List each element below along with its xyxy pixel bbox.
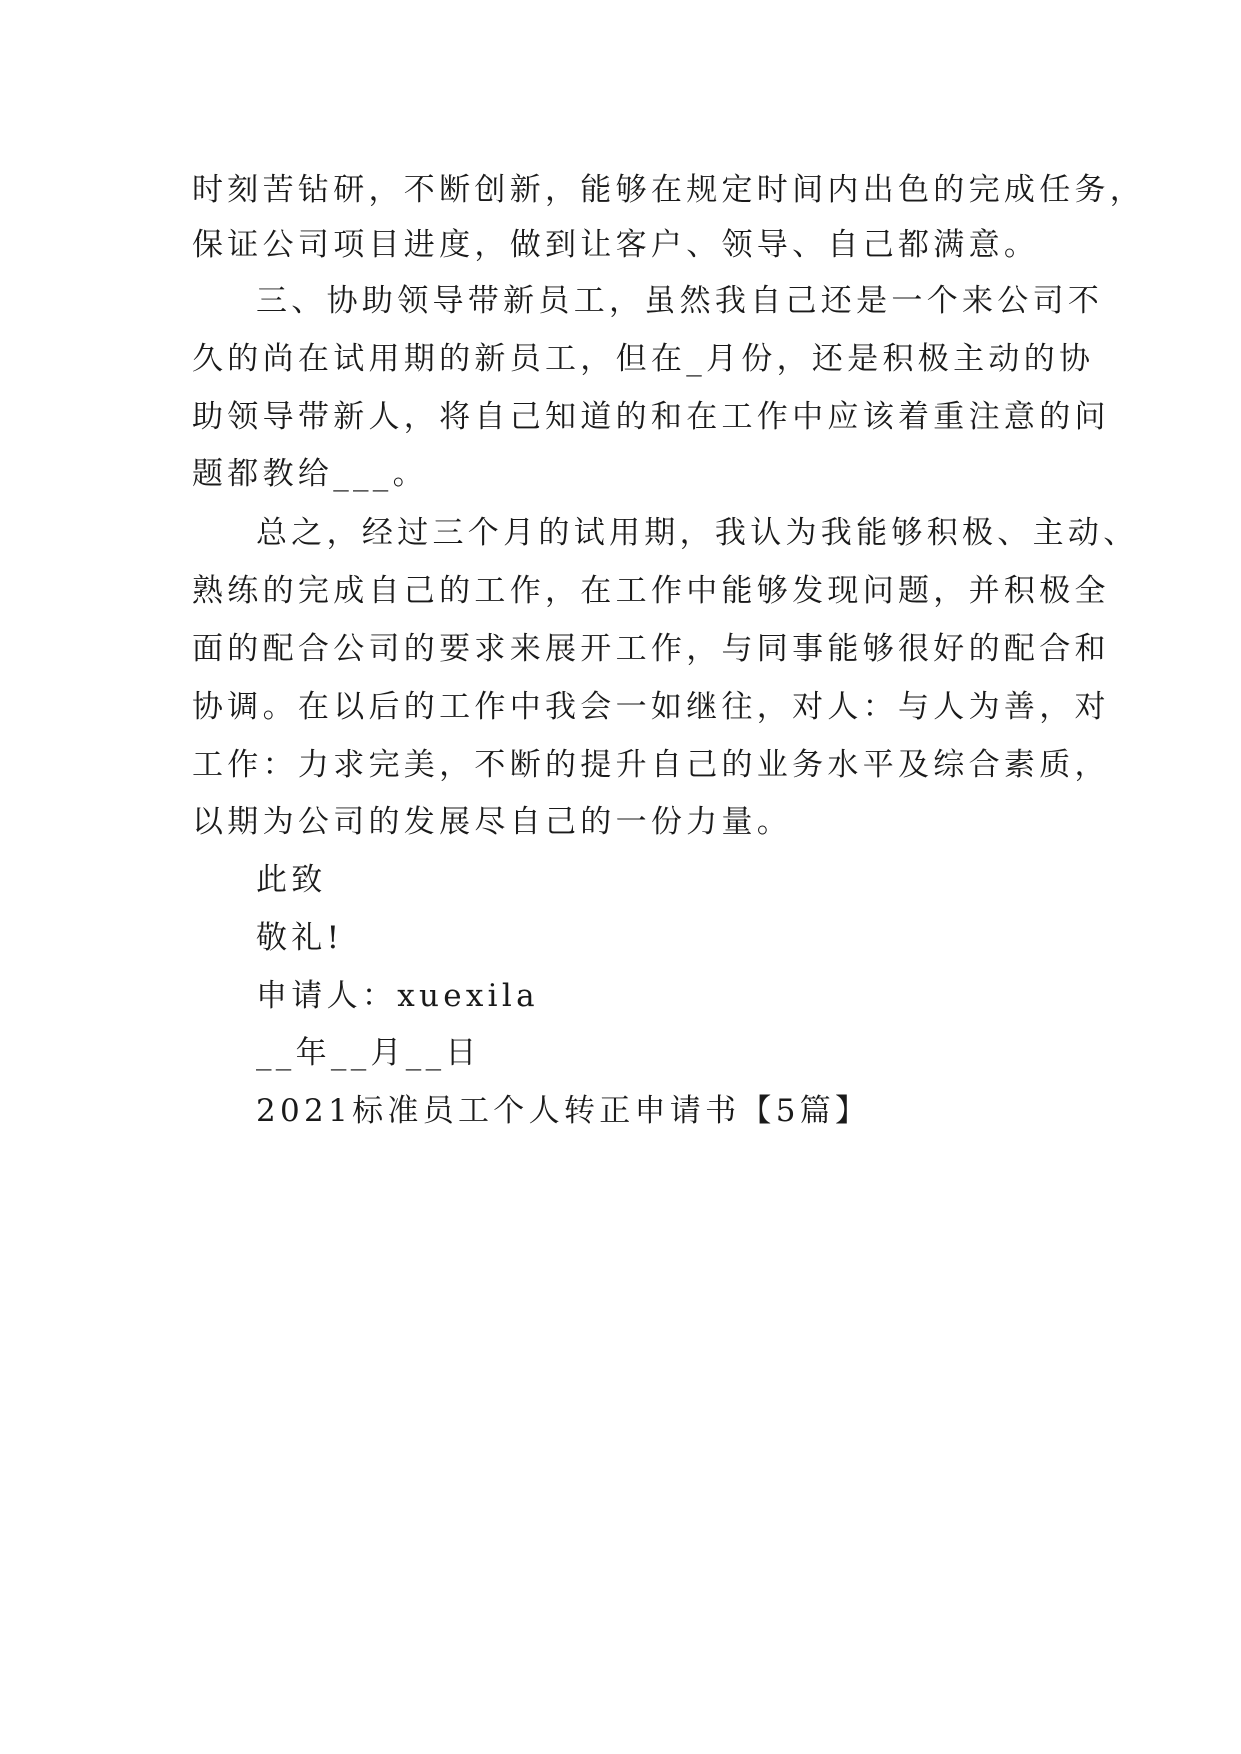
body-line: 题都教给___。 xyxy=(192,456,428,492)
paragraph-start-line: 三、协助领导带新员工，虽然我自己还是一个来公司不 xyxy=(256,283,1104,319)
closing-salutation: 此致 xyxy=(256,862,327,898)
date-line: __年__月__日 xyxy=(256,1035,481,1071)
body-line: 助领导带新人，将自己知道的和在工作中应该着重注意的问 xyxy=(192,399,1110,435)
body-line: 协调。在以后的工作中我会一如继往，对人：与人为善，对 xyxy=(192,689,1110,725)
body-line: 工作：力求完美，不断的提升自己的业务水平及综合素质， xyxy=(192,747,1110,783)
body-line: 面的配合公司的要求来展开工作，与同事能够很好的配合和 xyxy=(192,631,1110,667)
paragraph-start-line: 总之，经过三个月的试用期，我认为我能够积极、主动、 xyxy=(256,515,1139,551)
applicant-signature: 申请人：xuexila xyxy=(256,978,539,1014)
body-line: 久的尚在试用期的新员工，但在_月份，还是积极主动的协 xyxy=(192,341,1095,377)
body-line: 以期为公司的发展尽自己的一份力量。 xyxy=(192,804,793,840)
body-line: 熟练的完成自己的工作，在工作中能够发现问题，并积极全 xyxy=(192,573,1110,609)
body-line: 保证公司项目进度，做到让客户、领导、自己都满意。 xyxy=(192,227,1040,263)
closing-regards: 敬礼! xyxy=(256,920,344,956)
body-line: 时刻苦钻研，不断创新，能够在规定时间内出色的完成任务， xyxy=(192,172,1146,208)
footer-title: 2021标准员工个人转正申请书【5篇】 xyxy=(256,1093,871,1129)
